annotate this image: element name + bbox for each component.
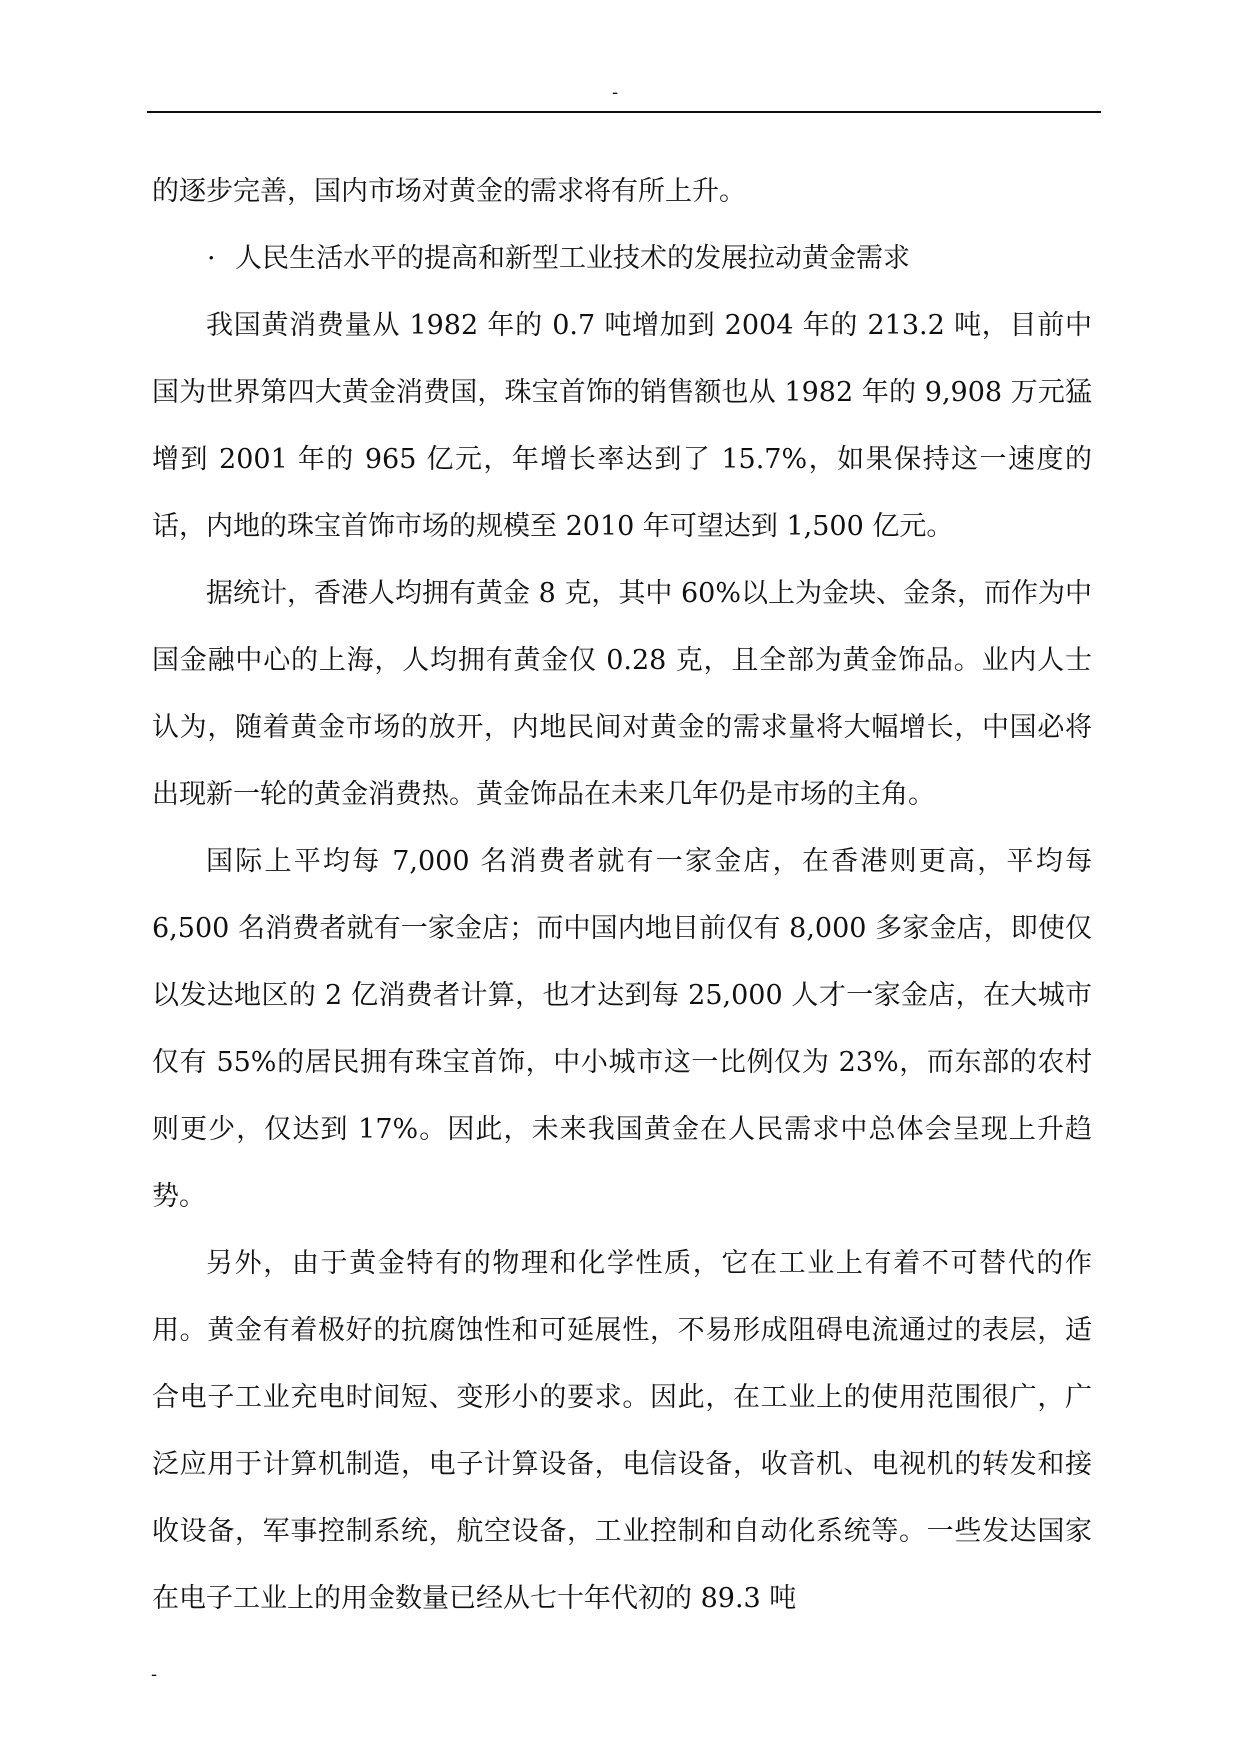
paragraph-consumption: 我国黄消费量从 1982 年的 0.7 吨增加到 2004 年的 213.2 吨，目前中国为世界第四大黄金消费国，珠宝首饰的销售额也从 1982 年的 9,908 万元猛增到 2001 年的 965 亿元，年增长率达到了 15.7%，如果保持这一速度的话，内地的珠宝首饰市场的规模至 2010 年可望达到 1,500 亿元。 bbox=[152, 310, 1092, 542]
paragraph-statistics: 据统计，香港人均拥有黄金 8 克，其中 60%以上为金块、金条，而作为中国金融中心的上海，人均拥有黄金仅 0.28 克，且全部为黄金饰品。业内人士认为，随着黄金市场的放开，内地民间对黄金的需求量将大幅增长，中国必将出现新一轮的黄金消费热。黄金饰品在未来几年仍是市场的主角。 bbox=[152, 578, 1092, 810]
paragraph-gold-stores: 国际上平均每 7,000 名消费者就有一家金店，在香港则更高，平均每 6,500 名消费者就有一家金店；而中国内地目前仅有 8,000 多家金店，即使仅以发达地区的 2 亿消费者计算，也才达到每 25,000 人才一家金店，在大城市仅有 55%的居民拥有珠宝首饰，中小城市这一比例仅为 23%，而东部的农村则更少，仅达到 17%。因此，未来我国黄金在人民需求中总体会呈现上升趋势。 bbox=[152, 846, 1092, 1212]
bullet-symbol: · bbox=[207, 243, 216, 274]
paragraph-industrial-use: 另外，由于黄金特有的物理和化学性质，它在工业上有着不可替代的作用。黄金有着极好的抗腐蚀性和可延展性，不易形成阻碍电流通过的表层，适合电子工业充电时间短、变形小的要求。因此，在工业上的使用范围很广，广泛应用于计算机制造，电子计算设备，电信设备，收音机、电视机的转发和接收设备，军事控制系统，航空设备，工业控制和自动化系统等。一些发达国家在电子工业上的用金数量已经从七十年代初的 89.3 吨 bbox=[152, 1248, 1092, 1614]
header-mark: - bbox=[612, 82, 619, 103]
header-rule bbox=[147, 111, 1101, 113]
footer-mark: - bbox=[151, 1664, 158, 1685]
paragraph-continuation: 的逐步完善，国内市场对黄金的需求将有所上升。 bbox=[152, 176, 746, 207]
body-text bbox=[152, 158, 1092, 1632]
bullet-heading-text: 人民生活水平的提高和新型工业技术的发展拉动黄金需求 bbox=[235, 243, 910, 274]
bullet-heading bbox=[152, 225, 1092, 292]
